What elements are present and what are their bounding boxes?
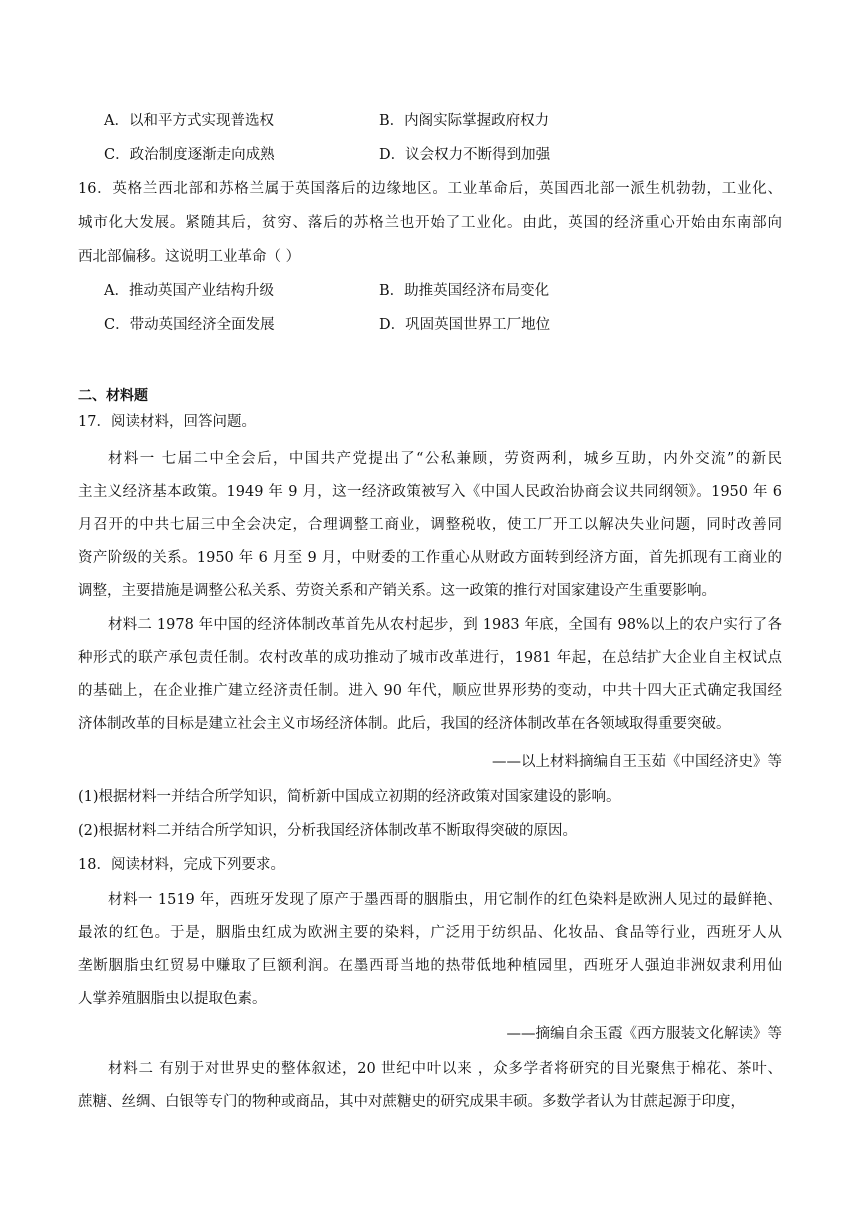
- q18-stem: 18．阅读材料，完成下列要求。: [78, 857, 285, 873]
- q17-material1-line-3: 月召开的中共七届三中全会决定，合理调整工商业，调整税收，使工厂开工以解决失业问题，同时改善同: [78, 517, 782, 533]
- q15-option-a: A．以和平方式实现普选权: [104, 113, 274, 129]
- q17-material2-line-4: 济体制改革的目标是建立社会主义市场经济体制。此后，我国的经济体制改革在各领域取得重要突破。: [78, 716, 731, 732]
- q18-material1-line-3: 垄断胭脂虫红贸易中赚取了巨额利润。在墨西哥当地的热带低地种植园里，西班牙人强迫非洲奴隶利用仙: [78, 958, 782, 974]
- q15-option-d: D．议会权力不断得到加强: [379, 147, 551, 163]
- q18-material1-line-1: 材料一 1519 年，西班牙发现了原产于墨西哥的胭脂虫，用它制作的红色染料是欧洲人见过的最鲜艳、: [108, 892, 782, 908]
- q17-material2-line-2: 种形式的联产承包责任制。农村改革的成功推动了城市改革进行，1981 年起，在总结扩大企业自主权试点: [78, 650, 782, 666]
- q16-option-b: B．助推英国经济布局变化: [379, 283, 550, 299]
- section-heading: 二、材料题: [78, 388, 148, 404]
- q15-option-c: C．政治制度逐渐走向成熟: [104, 147, 275, 163]
- q17-source: ——以上材料摘编自王玉茹《中国经济史》等: [492, 754, 782, 770]
- q16-option-c: C．带动英国经济全面发展: [104, 317, 275, 333]
- q18-material1-line-2: 最浓的红色。于是，胭脂虫红成为欧洲主要的染料，广泛用于纺织品、化妆品、食品等行业，西班牙人从: [78, 925, 782, 941]
- q15-option-b: B．内阁实际掌握政府权力: [379, 113, 550, 129]
- q17-material1-line-5: 调整，主要措施是调整公私关系、劳资关系和产销关系。这一政策的推行对国家建设产生重要影响。: [78, 583, 716, 599]
- q16-option-d: D．巩固英国世界工厂地位: [379, 317, 551, 333]
- q17-material1-line-1: 材料一 七届二中全会后，中国共产党提出了“公私兼顾，劳资两利，城乡互助，内外交流”的新民: [108, 451, 782, 467]
- q17-material2-line-1: 材料二 1978 年中国的经济体制改革首先从农村起步，到 1983 年底，全国有 98%以上的农户实行了各: [108, 617, 782, 633]
- q17-stem: 17．阅读材料，回答问题。: [78, 414, 256, 430]
- q17-material1-line-2: 主主义经济基本政策。1949 年 9 月，这一经济政策被写入《中国人民政治协商会议共同纲领》。1950 年 6: [78, 484, 782, 500]
- q17-subquestion-1: (1)根据材料一并结合所学知识，简析新中国成立初期的经济政策对国家建设的影响。: [78, 789, 621, 805]
- q18-material2-line-1: 材料二 有别于对世界史的整体叙述，20 世纪中叶以来 ，众多学者将研究的目光聚焦于棉花、茶叶、: [108, 1061, 782, 1077]
- q18-source: ——摘编自余玉霞《西方服装文化解读》等: [506, 1026, 782, 1042]
- q18-material1-line-4: 人掌养殖胭脂虫以提取色素。: [78, 991, 267, 1007]
- q16-stem-line-3: 西北部偏移。这说明工业革命（ ）: [78, 249, 301, 265]
- q16-stem-line-2: 城市化大发展。紧随其后，贫穷、落后的苏格兰也开始了工业化。由此，英国的经济重心开始由东南部向: [78, 215, 782, 231]
- q16-stem-line-1: 16．英格兰西北部和苏格兰属于英国落后的边缘地区。工业革命后，英国西北部一派生机勃勃，工业化、: [78, 181, 782, 197]
- q16-option-a: A．推动英国产业结构升级: [104, 283, 274, 299]
- q17-material1-line-4: 资产阶级的关系。1950 年 6 月至 9 月，中财委的工作重心从财政方面转到经济方面，首先抓现有工商业的: [78, 550, 782, 566]
- q17-material2-line-3: 的基础上，在企业推广建立经济责任制。进入 90 年代，顺应世界形势的变动，中共十四大正式确定我国经: [78, 683, 782, 699]
- q17-subquestion-2: (2)根据材料二并结合所学知识，分析我国经济体制改革不断取得突破的原因。: [78, 823, 578, 839]
- q18-material2-line-2: 蔗糖、丝绸、白银等专门的物种或商品，其中对蔗糖史的研究成果丰硕。多数学者认为甘蔗起源于印度，: [78, 1094, 745, 1110]
